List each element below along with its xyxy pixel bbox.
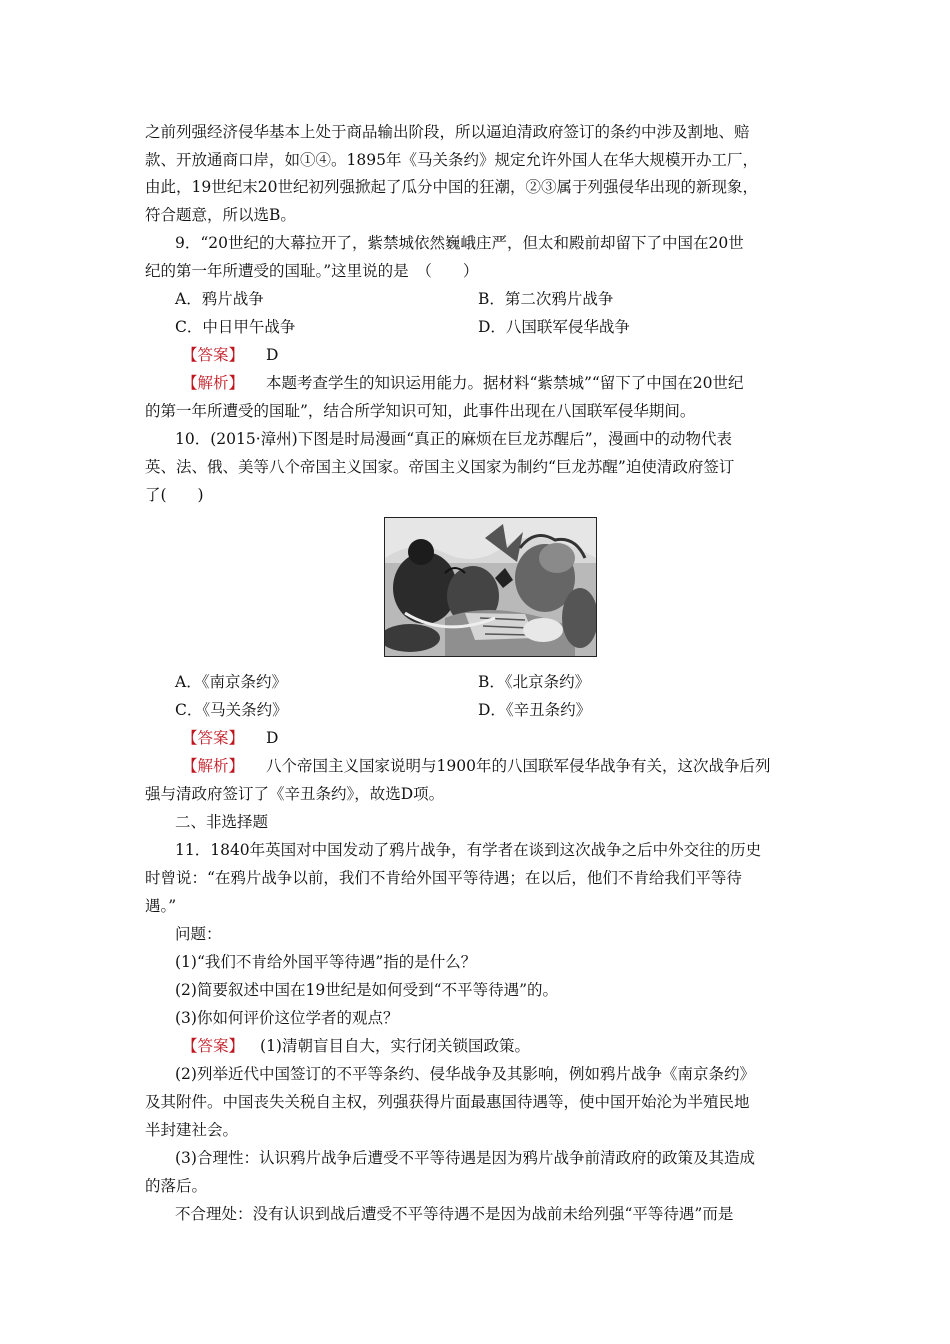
answer-text: (3)合理性：认识鸦片战争后遭受不平等待遇是因为鸦片战争前清政府的政策及其造成	[175, 1149, 755, 1167]
answer-text: (1)清朝盲目自大，实行闭关锁国政策。	[260, 1037, 530, 1055]
option-a: A．鸦片战争	[175, 290, 264, 308]
answer-row	[182, 345, 278, 365]
question-11-stem: 时曾说：“在鸦片战争以前，我们不肯给外国平等待遇；在以后，他们不肯给我们平等待	[145, 869, 742, 887]
answer-tag: 【答案】	[182, 346, 245, 364]
sub-question: (2)简要叙述中国在19世纪是如何受到“不平等待遇”的。	[175, 981, 559, 999]
answer-row	[182, 1036, 530, 1056]
sub-question: (3)你如何评价这位学者的观点？	[175, 1009, 399, 1027]
question-11-stem: 11．1840年英国对中国发动了鸦片战争，有学者在谈到这次战争之后中外交往的历史	[175, 841, 762, 859]
question-10-stem: 10．(2015·漳州)下图是时局漫画“真正的麻烦在巨龙苏醒后”，漫画中的动物代表	[175, 430, 733, 448]
option-d: D．《辛丑条约》	[478, 701, 592, 719]
option-c: C．中日甲午战争	[175, 318, 296, 336]
question-10-stem: 英、法、俄、美等八个帝国主义国家。帝国主义国家为制约“巨龙苏醒”迫使清政府签订	[145, 458, 735, 476]
answer-text: 不合理处：没有认识到战后遭受不平等待遇不是因为战前未给列强“平等待遇”而是	[175, 1205, 734, 1223]
option-b: B．《北京条约》	[478, 673, 591, 691]
text-line: 由此，19世纪末20世纪初列强掀起了瓜分中国的狂潮，②③属于列强侵华出现的新现象，	[145, 178, 758, 196]
option-b: B．第二次鸦片战争	[478, 290, 614, 308]
sub-question: (1)“我们不肯给外国平等待遇”指的是什么？	[175, 953, 477, 971]
analysis-row	[182, 756, 770, 776]
answer-text: 及其附件。中国丧失关税自主权，列强获得片面最惠国待遇等，使中国开始沦为半殖民地	[145, 1093, 750, 1111]
option-d: D．八国联军侵华战争	[478, 318, 630, 336]
answer-value: D	[266, 346, 279, 364]
cartoon-image	[384, 517, 597, 657]
analysis-text: 强与清政府签订了《辛丑条约》，故选D项。	[145, 785, 445, 803]
text-line: 符合题意，所以选B。	[145, 206, 296, 224]
answer-value: D	[266, 729, 279, 747]
option-c: C．《马关条约》	[175, 701, 288, 719]
cartoon-illustration	[385, 518, 596, 656]
answer-text: (2)列举近代中国签订的不平等条约、侵华战争及其影响，例如鸦片战争《南京条约》	[175, 1065, 755, 1083]
text-line: 款、开放通商口岸，如①④。1895年《马关条约》规定允许外国人在华大规模开办工厂，	[145, 151, 758, 169]
answer-row	[182, 728, 278, 748]
answer-text: 的落后。	[145, 1177, 208, 1195]
text-line: 之前列强经济侵华基本上处于商品输出阶段，所以逼迫清政府签订的条约中涉及割地、赔	[145, 123, 750, 141]
question-11-stem: 遇。”	[145, 897, 177, 915]
question-9-stem: 纪的第一年所遭受的国耻。”这里说的是 （ ）	[145, 262, 479, 280]
analysis-text: 八个帝国主义国家说明与1900年的八国联军侵华战争有关，这次战争后列	[266, 757, 771, 775]
analysis-tag: 【解析】	[182, 374, 245, 392]
analysis-tag: 【解析】	[182, 757, 245, 775]
section-heading: 二、非选择题	[175, 813, 269, 831]
analysis-text: 本题考查学生的知识运用能力。据材料“紫禁城”“留下了中国在20世纪	[266, 374, 744, 392]
question-label: 问题：	[175, 925, 222, 943]
analysis-row	[182, 373, 744, 393]
answer-tag: 【答案】	[182, 729, 245, 747]
option-a: A．《南京条约》	[175, 673, 287, 691]
question-10-stem: 了( )	[145, 486, 204, 504]
question-9-stem: 9．“20世纪的大幕拉开了，紫禁城依然巍峨庄严，但太和殿前却留下了中国在20世	[175, 234, 744, 252]
answer-tag: 【答案】	[182, 1037, 245, 1055]
analysis-text: 的第一年所遭受的国耻”，结合所学知识可知，此事件出现在八国联军侵华期间。	[145, 402, 696, 420]
answer-text: 半封建社会。	[145, 1121, 239, 1139]
